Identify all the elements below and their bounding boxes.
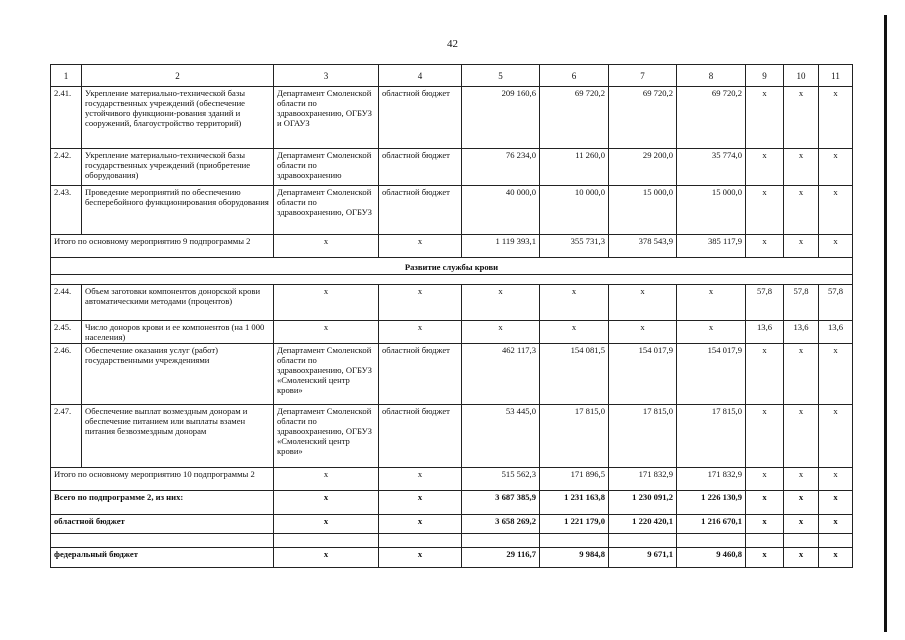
executor: х <box>274 548 379 568</box>
value-year1: 171 896,5 <box>540 468 609 491</box>
value-total: 29 116,7 <box>462 548 540 568</box>
indicator-1: х <box>746 344 784 405</box>
value-year1: 11 260,0 <box>540 149 609 186</box>
row-number: 2.44. <box>51 285 82 321</box>
budget-label: федеральный бюджет <box>51 548 274 568</box>
subtotal-row <box>51 235 853 258</box>
spacer-row <box>51 275 853 285</box>
indicator-1: х <box>746 548 784 568</box>
row-number: 2.42. <box>51 149 82 186</box>
indicator-1: х <box>746 149 784 186</box>
value-year1: 69 720,2 <box>540 87 609 149</box>
measure-name: Число доноров крови и ее компонентов (на 1 000 населения) <box>82 321 274 344</box>
measure-name: Укрепление материально-технической базы государственных учреждений (обеспечение устойчивого функциони-рования зданий и сооружений, благоустройство территорий) <box>82 87 274 149</box>
indicator-3: х <box>819 87 853 149</box>
spacer-cell <box>51 534 274 548</box>
value-year3: х <box>677 285 746 321</box>
table-row <box>51 321 853 344</box>
page-number: 42 <box>447 38 458 50</box>
row-number: 2.41. <box>51 87 82 149</box>
indicator-1: х <box>746 515 784 534</box>
executor: Департамент Смоленской области по здравоохранению, ОГБУЗ «Смоленский центр крови» <box>274 344 379 405</box>
value-year1: 1 231 163,8 <box>540 491 609 515</box>
spacer-cell <box>379 534 462 548</box>
value-year2: 1 230 091,2 <box>609 491 677 515</box>
measure-name: Обеспечение оказания услуг (работ) государственными учреждениями <box>82 344 274 405</box>
indicator-3: х <box>819 149 853 186</box>
measure-name: Проведение мероприятий по обеспечению бесперебойного функционирования оборудования <box>82 186 274 235</box>
value-total: 515 562,3 <box>462 468 540 491</box>
value-year2: 29 200,0 <box>609 149 677 186</box>
indicator-2: х <box>784 235 819 258</box>
section-title: Развитие службы крови <box>51 258 853 275</box>
value-year2: х <box>609 285 677 321</box>
value-year2: 15 000,0 <box>609 186 677 235</box>
spacer-cell <box>819 534 853 548</box>
value-year1: х <box>540 321 609 344</box>
row-number: 2.43. <box>51 186 82 235</box>
value-total: х <box>462 285 540 321</box>
executor: Департамент Смоленской области по здравоохранению <box>274 149 379 186</box>
indicator-1: х <box>746 186 784 235</box>
header-cell: 7 <box>609 65 677 87</box>
indicator-2: х <box>784 491 819 515</box>
row-number: 2.47. <box>51 405 82 468</box>
header-cell: 1 <box>51 65 82 87</box>
value-year3: 17 815,0 <box>677 405 746 468</box>
indicator-3: х <box>819 235 853 258</box>
measure-name: Обеспечение выплат возмездным донорам и обеспечение питанием или выплаты взамен питания безвозмездным донорам <box>82 405 274 468</box>
spacer-cell <box>540 534 609 548</box>
section-row <box>51 258 853 275</box>
header-cell: 3 <box>274 65 379 87</box>
funding-source: х <box>379 235 462 258</box>
funding-source: областной бюджет <box>379 405 462 468</box>
executor: х <box>274 468 379 491</box>
executor: х <box>274 235 379 258</box>
value-total: х <box>462 321 540 344</box>
funding-source: х <box>379 468 462 491</box>
value-total: 462 117,3 <box>462 344 540 405</box>
row-number: 2.45. <box>51 321 82 344</box>
indicator-2: 57,8 <box>784 285 819 321</box>
indicator-3: х <box>819 186 853 235</box>
budget-table <box>50 64 853 568</box>
indicator-3: х <box>819 405 853 468</box>
value-year2: 171 832,9 <box>609 468 677 491</box>
indicator-2: х <box>784 548 819 568</box>
indicator-3: 57,8 <box>819 285 853 321</box>
value-total: 3 687 385,9 <box>462 491 540 515</box>
value-year2: 9 671,1 <box>609 548 677 568</box>
spacer-row <box>51 534 853 548</box>
value-total: 209 160,6 <box>462 87 540 149</box>
funding-source: х <box>379 491 462 515</box>
funding-source: областной бюджет <box>379 87 462 149</box>
spacer-cell <box>609 534 677 548</box>
indicator-2: х <box>784 405 819 468</box>
value-year3: 1 226 130,9 <box>677 491 746 515</box>
value-total: 76 234,0 <box>462 149 540 186</box>
executor: х <box>274 491 379 515</box>
header-cell: 10 <box>784 65 819 87</box>
executor: х <box>274 515 379 534</box>
table-row <box>51 285 853 321</box>
value-year3: 154 017,9 <box>677 344 746 405</box>
header-cell: 8 <box>677 65 746 87</box>
total-label: Всего по подпрограмме 2, из них: <box>51 491 274 515</box>
budget-row <box>51 515 853 534</box>
indicator-2: х <box>784 149 819 186</box>
subtotal-label: Итого по основному мероприятию 9 подпрограммы 2 <box>51 235 274 258</box>
value-year2: 1 220 420,1 <box>609 515 677 534</box>
value-year3: 171 832,9 <box>677 468 746 491</box>
header-cell: 11 <box>819 65 853 87</box>
measure-name: Укрепление материально-технической базы государственных учреждений (приобретение оборудования) <box>82 149 274 186</box>
budget-row <box>51 548 853 568</box>
executor: х <box>274 321 379 344</box>
indicator-1: 57,8 <box>746 285 784 321</box>
indicator-2: 13,6 <box>784 321 819 344</box>
funding-source: областной бюджет <box>379 344 462 405</box>
indicator-1: 13,6 <box>746 321 784 344</box>
indicator-1: х <box>746 491 784 515</box>
subtotal-row <box>51 468 853 491</box>
spacer-cell <box>784 534 819 548</box>
executor: х <box>274 285 379 321</box>
indicator-3: 13,6 <box>819 321 853 344</box>
row-number: 2.46. <box>51 344 82 405</box>
indicator-2: х <box>784 344 819 405</box>
indicator-1: х <box>746 405 784 468</box>
table-row <box>51 344 853 405</box>
indicator-3: х <box>819 344 853 405</box>
funding-source: х <box>379 515 462 534</box>
value-year3: 15 000,0 <box>677 186 746 235</box>
funding-source: х <box>379 285 462 321</box>
funding-source: областной бюджет <box>379 149 462 186</box>
value-year1: 9 984,8 <box>540 548 609 568</box>
value-total: 40 000,0 <box>462 186 540 235</box>
value-year3: 69 720,2 <box>677 87 746 149</box>
value-year2: 69 720,2 <box>609 87 677 149</box>
table-row <box>51 149 853 186</box>
value-year2: 378 543,9 <box>609 235 677 258</box>
executor: Департамент Смоленской области по здравоохранению, ОГБУЗ <box>274 186 379 235</box>
header-cell: 4 <box>379 65 462 87</box>
executor: Департамент Смоленской области по здравоохранению, ОГБУЗ и ОГАУЗ <box>274 87 379 149</box>
indicator-2: х <box>784 515 819 534</box>
spacer-cell <box>274 534 379 548</box>
value-total: 3 658 269,2 <box>462 515 540 534</box>
value-year3: 385 117,9 <box>677 235 746 258</box>
value-year2: х <box>609 321 677 344</box>
indicator-3: х <box>819 548 853 568</box>
budget-label: областной бюджет <box>51 515 274 534</box>
table-row <box>51 405 853 468</box>
indicator-3: х <box>819 468 853 491</box>
value-year1: 17 815,0 <box>540 405 609 468</box>
value-year3: х <box>677 321 746 344</box>
executor: Департамент Смоленской области по здравоохранению, ОГБУЗ «Смоленский центр крови» <box>274 405 379 468</box>
value-year3: 1 216 670,1 <box>677 515 746 534</box>
spacer-cell <box>746 534 784 548</box>
table-row <box>51 87 853 149</box>
funding-source: х <box>379 321 462 344</box>
value-total: 1 119 393,1 <box>462 235 540 258</box>
subtotal-label: Итого по основному мероприятию 10 подпрограммы 2 <box>51 468 274 491</box>
indicator-1: х <box>746 235 784 258</box>
measure-name: Объем заготовки компонентов донорской крови автоматическими методами (процентов) <box>82 285 274 321</box>
indicator-1: х <box>746 87 784 149</box>
indicator-2: х <box>784 87 819 149</box>
value-total: 53 445,0 <box>462 405 540 468</box>
total-row <box>51 491 853 515</box>
value-year2: 154 017,9 <box>609 344 677 405</box>
indicator-1: х <box>746 468 784 491</box>
indicator-2: х <box>784 468 819 491</box>
value-year1: х <box>540 285 609 321</box>
spacer-cell <box>51 275 853 285</box>
scan-edge-bar <box>884 15 887 632</box>
header-cell: 5 <box>462 65 540 87</box>
funding-source: х <box>379 548 462 568</box>
value-year1: 1 221 179,0 <box>540 515 609 534</box>
spacer-cell <box>677 534 746 548</box>
value-year1: 154 081,5 <box>540 344 609 405</box>
indicator-2: х <box>784 186 819 235</box>
header-cell: 6 <box>540 65 609 87</box>
indicator-3: х <box>819 491 853 515</box>
value-year3: 9 460,8 <box>677 548 746 568</box>
value-year1: 355 731,3 <box>540 235 609 258</box>
header-cell: 9 <box>746 65 784 87</box>
spacer-cell <box>462 534 540 548</box>
funding-source: областной бюджет <box>379 186 462 235</box>
value-year2: 17 815,0 <box>609 405 677 468</box>
value-year3: 35 774,0 <box>677 149 746 186</box>
indicator-3: х <box>819 515 853 534</box>
header-cell: 2 <box>82 65 274 87</box>
header-row <box>51 65 853 87</box>
value-year1: 10 000,0 <box>540 186 609 235</box>
table-row <box>51 186 853 235</box>
